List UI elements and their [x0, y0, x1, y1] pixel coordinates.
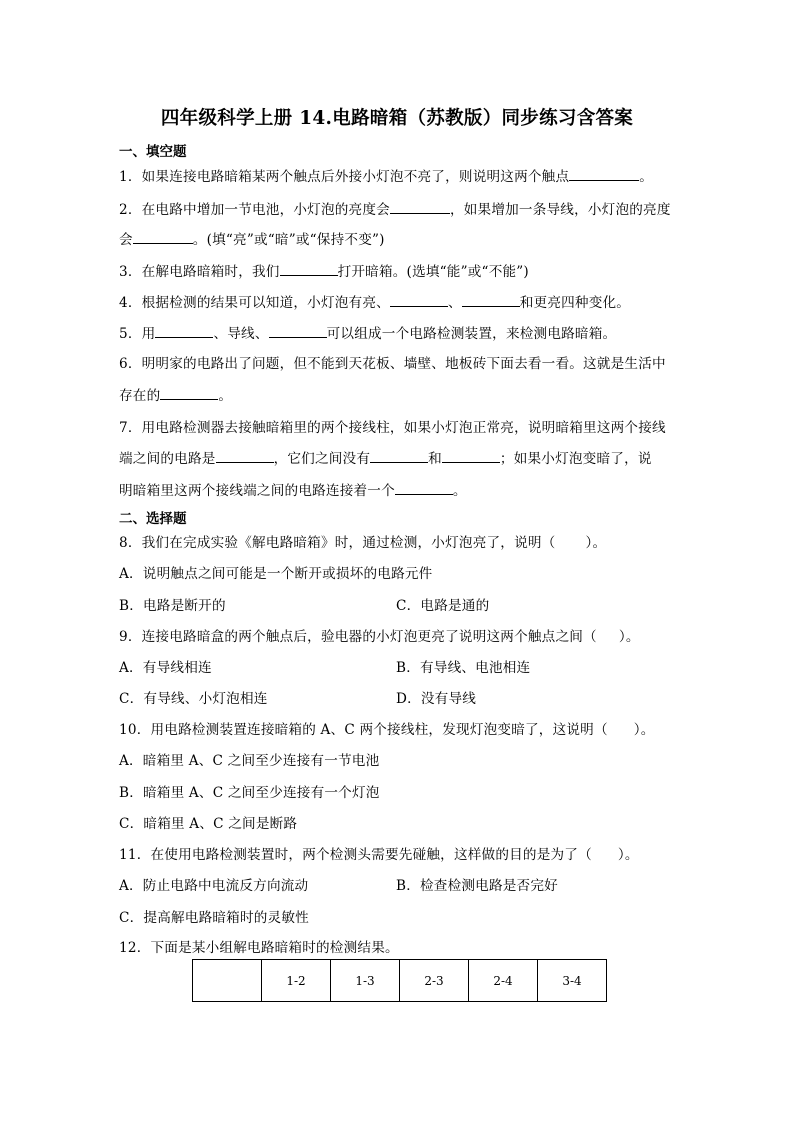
- question-2-line-1: 2．在电路中增加一节电池，小灯泡的亮度会 ，如果增加一条导线，小灯泡的亮度: [119, 202, 671, 218]
- question-9-option-c[interactable]: C．有导线、小灯泡相连: [119, 691, 268, 707]
- question-12-stem: 12．下面是某小组解电路暗箱时的检测结果。: [119, 940, 399, 956]
- question-7-line-2: 端之间的电路是 ，它们之间没有 和 ；如果小灯泡变暗了，说: [119, 451, 652, 467]
- answer-blank[interactable]: [395, 482, 453, 495]
- answer-blank[interactable]: [370, 450, 428, 463]
- question-8-option-b[interactable]: B．电路是断开的: [119, 598, 226, 614]
- question-5: 5．用 、导线、 可以组成一个电路检测装置，来检测电路暗箱。: [119, 326, 617, 342]
- section-fill-heading: 一、填空题: [119, 144, 187, 160]
- table-cell: [193, 960, 262, 1002]
- question-1: 1．如果连接电路暗箱某两个触点后外接小灯泡不亮了，则说明这两个触点 。: [119, 169, 654, 185]
- question-11-option-b[interactable]: B．检查检测电路是否完好: [396, 878, 558, 894]
- table-cell: 1-3: [331, 960, 400, 1002]
- question-6-line-1: 6．明明家的电路出了问题，但不能到天花板、墙壁、地板砖下面去看一看。这就是生活中: [119, 356, 666, 372]
- section-choice-heading: 二、选择题: [119, 511, 187, 527]
- question-8-option-c[interactable]: C．电路是通的: [396, 598, 490, 614]
- detection-results-table: [192, 959, 607, 1002]
- table-cell: 2-4: [469, 960, 538, 1002]
- question-2-line-2: 会 。(填“亮”或“暗”或“保持不变”): [119, 232, 385, 248]
- question-9-option-a[interactable]: A．有导线相连: [119, 660, 212, 676]
- question-11-option-a[interactable]: A．防止电路中电流反方向流动: [119, 878, 309, 894]
- question-9-option-b[interactable]: B．有导线、电池相连: [396, 660, 531, 676]
- question-8-stem: 8．我们在完成实验《解电路暗箱》时，通过检测，小灯泡亮了，说明（ ）。: [119, 535, 607, 551]
- answer-blank[interactable]: [133, 231, 193, 244]
- question-8-option-a[interactable]: A．说明触点之间可能是一个断开或损坏的电路元件: [119, 566, 433, 582]
- question-9-option-d[interactable]: D．没有导线: [396, 691, 477, 707]
- question-9-stem: 9．连接电路暗盒的两个触点后，验电器的小灯泡更亮了说明这两个触点之间（ ）。: [119, 629, 640, 645]
- question-11-option-c[interactable]: C．提高解电路暗箱时的灵敏性: [119, 910, 309, 926]
- answer-blank[interactable]: [390, 294, 448, 307]
- question-4: 4．根据检测的结果可以知道，小灯泡有亮、 、 和更亮四种变化。: [119, 295, 631, 311]
- question-10-option-b[interactable]: B．暗箱里 A、C 之间至少连接有一个灯泡: [119, 785, 380, 801]
- question-11-stem: 11．在使用电路检测装置时，两个检测头需要先碰触，这样做的目的是为了（ ）。: [119, 847, 639, 863]
- answer-blank[interactable]: [155, 325, 213, 338]
- table-row: [193, 960, 607, 1002]
- question-10-stem: 10．用电路检测装置连接暗箱的 A、C 两个接线柱，发现灯泡变暗了，这说明（ ）。: [119, 722, 655, 738]
- question-10-option-c[interactable]: C．暗箱里 A、C 之间是断路: [119, 816, 298, 832]
- answer-blank[interactable]: [442, 450, 500, 463]
- answer-blank[interactable]: [269, 325, 327, 338]
- question-3: 3．在解电路暗箱时，我们 打开暗箱。(选填“能”或“不能”): [119, 264, 529, 280]
- answer-blank[interactable]: [569, 168, 639, 181]
- page-title: 四年级科学上册 14.电路暗箱（苏教版）同步练习含答案: [160, 108, 634, 129]
- table-cell: 1-2: [262, 960, 331, 1002]
- table-cell: 2-3: [400, 960, 469, 1002]
- question-7-line-1: 7．用电路检测器去接触暗箱里的两个接线柱，如果小灯泡正常亮，说明暗箱里这两个接线: [119, 420, 666, 436]
- answer-blank[interactable]: [280, 263, 338, 276]
- answer-blank[interactable]: [216, 450, 274, 463]
- question-10-option-a[interactable]: A．暗箱里 A、C 之间至少连接有一节电池: [119, 753, 380, 769]
- answer-blank[interactable]: [160, 387, 218, 400]
- answer-blank[interactable]: [462, 294, 520, 307]
- answer-blank[interactable]: [390, 201, 450, 214]
- question-7-line-3: 明暗箱里这两个接线端之间的电路连接着一个 。: [119, 483, 467, 499]
- table-cell: 3-4: [538, 960, 607, 1002]
- question-6-line-2: 存在的 。: [119, 388, 233, 404]
